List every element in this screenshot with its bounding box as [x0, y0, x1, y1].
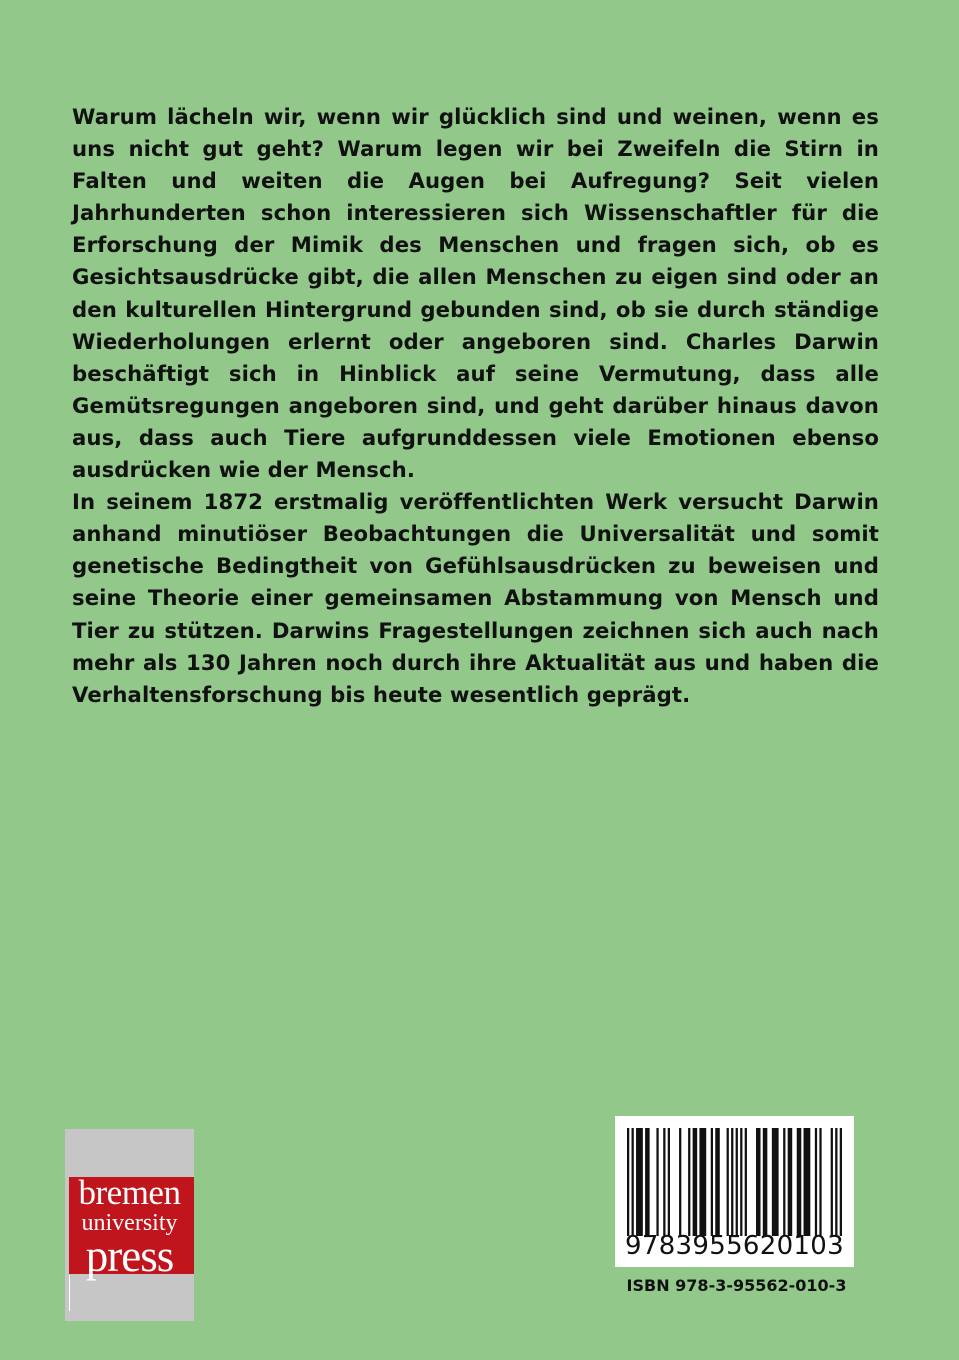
logo-word-bremen: bremen	[78, 1173, 181, 1212]
barcode-bar	[699, 1128, 706, 1236]
barcode-bar	[693, 1128, 698, 1236]
barcode-bar	[840, 1128, 842, 1236]
barcode-bar	[788, 1128, 793, 1236]
barcode-bar	[727, 1128, 729, 1236]
barcode-bar	[656, 1128, 658, 1236]
barcode-bar	[745, 1128, 747, 1236]
barcode-bar	[740, 1128, 742, 1236]
barcode-bar	[715, 1128, 720, 1236]
barcode-bar	[804, 1128, 811, 1236]
isbn-label: ISBN 978-3-95562-010-3	[626, 1276, 847, 1295]
barcode-bar	[679, 1128, 681, 1236]
barcode-bar	[668, 1128, 670, 1236]
isbn-barcode	[627, 1128, 842, 1236]
barcode-bar	[756, 1128, 761, 1236]
barcode-bar	[763, 1128, 768, 1236]
barcode-bar	[831, 1128, 833, 1236]
barcode-bar	[663, 1128, 665, 1236]
barcode-bar	[772, 1128, 779, 1236]
barcode-bar	[731, 1128, 733, 1236]
barcode-bar	[797, 1128, 802, 1236]
barcode-number: 9783955620103	[625, 1231, 844, 1261]
barcode-bar	[711, 1128, 713, 1236]
blurb-paragraph-2: In seinem 1872 erstmalig veröffentlichten Werk versucht Darwin anhand minutiöser Beobachtungen die Universalität und somit genetische Bedingtheit von Gefühlsausdrücken zu beweisen und seine Theorie einer gemeinsamen Abstammung von Mensch und Tier zu stützen. Darwins Fragestellungen zeichnen sich auch nach mehr als 130 Jahren noch durch ihre Aktualität aus und haben die Verhaltensforschung bis heute wesentlich geprägt.	[72, 489, 879, 707]
barcode-bar	[636, 1128, 643, 1236]
barcode-bar	[632, 1128, 634, 1236]
logo-divider-line	[69, 1275, 70, 1311]
barcode-bar	[645, 1128, 650, 1236]
barcode-bar	[835, 1128, 837, 1236]
barcode-panel	[615, 1116, 854, 1267]
barcode-bar	[627, 1128, 629, 1236]
barcode-bar	[783, 1128, 785, 1236]
barcode-bar	[736, 1128, 738, 1236]
barcode-bar	[688, 1128, 690, 1236]
logo-word-university: university	[81, 1210, 178, 1236]
barcode-bar	[819, 1128, 821, 1236]
barcode-bar	[815, 1128, 817, 1236]
logo-word-press: press	[85, 1231, 174, 1281]
back-cover-blurb	[72, 101, 879, 711]
blurb-paragraph-1: Warum lächeln wir, wenn wir glücklich sind und weinen, wenn es uns nicht gut geht? Warum legen wir bei Zweifeln die Stirn in Falten und weiten die Augen bei Aufregung? Seit vielen Jahrhunderten schon interessieren sich Wissenschaftler für die Erforschung der Mimik des Menschen und fragen sich, ob es Gesichtsausdrücke gibt, die allen Menschen zu eigen sind oder an den kulturellen Hintergrund gebunden sind, ob sie durch ständige Wiederholungen erlernt oder angeboren sind. Charles Darwin beschäftigt sich in Hinblick auf seine Vermutung, dass alle Gemütsregungen angeboren sind, und geht darüber hinaus davon aus, dass auch Tiere aufgrunddessen viele Emotionen ebenso ausdrücken wie der Mensch.	[72, 104, 879, 483]
publisher-logo	[65, 1129, 194, 1321]
